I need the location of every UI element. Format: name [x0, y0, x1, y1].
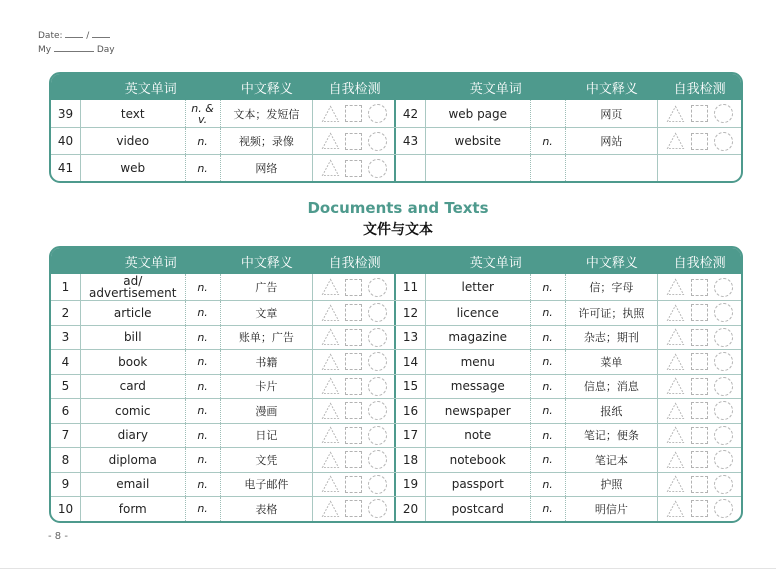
word-number: 43: [396, 128, 426, 154]
english-word: bill: [81, 326, 186, 350]
triangle-checkbox-icon[interactable]: [321, 353, 340, 371]
square-checkbox-icon[interactable]: [691, 378, 708, 395]
square-checkbox-icon[interactable]: [345, 279, 362, 296]
part-of-speech: n.: [186, 326, 221, 350]
header-self-check-right: 自我检测: [673, 255, 726, 271]
self-check-boxes: [313, 350, 396, 374]
date-label: Date:: [38, 31, 63, 41]
table-row: [51, 349, 741, 374]
square-checkbox-icon[interactable]: [691, 329, 708, 346]
header-english-right: 英文单词: [469, 81, 522, 97]
part-of-speech: n.: [531, 399, 566, 423]
circle-checkbox-icon[interactable]: [368, 278, 387, 297]
table-row: [51, 496, 741, 521]
word-number: 14: [396, 350, 426, 374]
self-check-boxes: [313, 375, 396, 399]
word-number: 1: [51, 274, 81, 300]
self-check-boxes: [658, 274, 741, 300]
circle-checkbox-icon[interactable]: [714, 377, 733, 396]
triangle-checkbox-icon[interactable]: [321, 304, 340, 322]
part-of-speech: n.: [186, 155, 221, 181]
header-self-check-right: 自我检测: [673, 81, 726, 97]
word-number: 17: [396, 424, 426, 448]
square-checkbox-icon[interactable]: [691, 500, 708, 517]
section-title-cn: 文件与文本: [363, 222, 433, 238]
square-checkbox-icon[interactable]: [345, 160, 362, 177]
part-of-speech: n.: [531, 350, 566, 374]
triangle-checkbox-icon[interactable]: [666, 304, 685, 322]
chinese-meaning: 文凭: [221, 448, 314, 472]
self-check-boxes: [658, 399, 741, 423]
part-of-speech: n.: [531, 128, 566, 154]
circle-checkbox-icon[interactable]: [714, 104, 733, 123]
triangle-checkbox-icon[interactable]: [321, 278, 340, 296]
word-number: 9: [51, 473, 81, 497]
self-check-boxes: [313, 301, 396, 325]
triangle-checkbox-icon[interactable]: [321, 328, 340, 346]
english-word: newspaper: [426, 399, 531, 423]
triangle-checkbox-icon[interactable]: [321, 132, 340, 150]
chinese-meaning: 电子邮件: [221, 473, 314, 497]
header-number-right: [396, 248, 426, 274]
chinese-meaning: 笔记；便条: [566, 424, 659, 448]
table-row: [51, 154, 741, 181]
word-number: 42: [396, 100, 426, 127]
header-number-left: [51, 248, 81, 274]
chinese-meaning: 杂志；期刊: [566, 326, 659, 350]
table-row: [51, 447, 741, 472]
chinese-meaning: [566, 155, 659, 181]
chinese-meaning: 网络: [221, 155, 314, 181]
english-word: notebook: [426, 448, 531, 472]
table-row: [51, 472, 741, 497]
day-label: Day: [96, 45, 115, 55]
chinese-meaning: 报纸: [566, 399, 659, 423]
square-checkbox-icon[interactable]: [345, 500, 362, 517]
circle-checkbox-icon[interactable]: [368, 328, 387, 347]
chinese-meaning: 信息；消息: [566, 375, 659, 399]
word-number: 6: [51, 399, 81, 423]
english-word: article: [81, 301, 186, 325]
english-word: diary: [81, 424, 186, 448]
english-word: form: [81, 497, 186, 521]
table-row: [51, 100, 741, 127]
vocabulary-table-top: [49, 72, 743, 183]
square-checkbox-icon[interactable]: [345, 105, 362, 122]
circle-checkbox-icon[interactable]: [714, 426, 733, 445]
square-checkbox-icon[interactable]: [691, 353, 708, 370]
part-of-speech: n.: [186, 350, 221, 374]
header-english-right: 英文单词: [469, 255, 522, 271]
chinese-meaning: 明信片: [566, 497, 659, 521]
my-label: My: [38, 45, 52, 55]
self-check-boxes: [313, 399, 396, 423]
square-checkbox-icon[interactable]: [345, 353, 362, 370]
self-check-boxes: [658, 128, 741, 154]
month-blank[interactable]: [65, 29, 83, 38]
header-number-left: [51, 74, 81, 100]
triangle-checkbox-icon[interactable]: [321, 475, 340, 493]
circle-checkbox-icon[interactable]: [368, 352, 387, 371]
date-line: [38, 29, 110, 42]
english-word: book: [81, 350, 186, 374]
triangle-checkbox-icon[interactable]: [666, 105, 685, 123]
chinese-meaning: 文本；发短信: [221, 100, 314, 127]
english-word: message: [426, 375, 531, 399]
part-of-speech: n.: [186, 424, 221, 448]
self-check-boxes: [658, 473, 741, 497]
chinese-meaning: 护照: [566, 473, 659, 497]
square-checkbox-icon[interactable]: [345, 427, 362, 444]
english-word: diploma: [81, 448, 186, 472]
triangle-checkbox-icon[interactable]: [321, 500, 340, 518]
word-number: [396, 155, 426, 181]
self-check-boxes: [313, 128, 396, 154]
word-number: 3: [51, 326, 81, 350]
self-check-boxes: [313, 100, 396, 127]
english-word: note: [426, 424, 531, 448]
circle-checkbox-icon[interactable]: [714, 352, 733, 371]
english-word: letter: [426, 274, 531, 300]
word-number: 19: [396, 473, 426, 497]
chinese-meaning: 卡片: [221, 375, 314, 399]
self-check-boxes: [658, 424, 741, 448]
self-check-boxes: [313, 424, 396, 448]
square-checkbox-icon[interactable]: [691, 133, 708, 150]
triangle-checkbox-icon[interactable]: [666, 353, 685, 371]
chinese-meaning: 书籍: [221, 350, 314, 374]
word-number: 2: [51, 301, 81, 325]
page-bottom-divider: [0, 568, 776, 569]
part-of-speech: [531, 155, 566, 181]
part-of-speech: n.: [186, 274, 221, 300]
part-of-speech: n.: [186, 448, 221, 472]
header-english-left: 英文单词: [124, 255, 177, 271]
header-chinese-left: 中文释义: [240, 81, 293, 97]
circle-checkbox-icon[interactable]: [368, 132, 387, 151]
self-check-boxes: [658, 375, 741, 399]
square-checkbox-icon[interactable]: [345, 476, 362, 493]
triangle-checkbox-icon[interactable]: [666, 500, 685, 518]
self-check-boxes: [658, 448, 741, 472]
circle-checkbox-icon[interactable]: [368, 377, 387, 396]
english-word: card: [81, 375, 186, 399]
part-of-speech: n.: [186, 497, 221, 521]
english-word: menu: [426, 350, 531, 374]
chinese-meaning: 网站: [566, 128, 659, 154]
circle-checkbox-icon[interactable]: [368, 475, 387, 494]
part-of-speech: n. & v.: [186, 100, 221, 127]
word-number: 7: [51, 424, 81, 448]
square-checkbox-icon[interactable]: [691, 427, 708, 444]
date-separator: /: [86, 31, 90, 41]
circle-checkbox-icon[interactable]: [714, 132, 733, 151]
square-checkbox-icon[interactable]: [345, 329, 362, 346]
word-number: 18: [396, 448, 426, 472]
part-of-speech: n.: [531, 473, 566, 497]
header-chinese-left: 中文释义: [240, 255, 293, 271]
word-number: 8: [51, 448, 81, 472]
circle-checkbox-icon[interactable]: [714, 401, 733, 420]
table-row: [51, 398, 741, 423]
chinese-meaning: 笔记本: [566, 448, 659, 472]
header-chinese-right: 中文释义: [585, 255, 638, 271]
word-number: 16: [396, 399, 426, 423]
circle-checkbox-icon[interactable]: [714, 278, 733, 297]
triangle-checkbox-icon[interactable]: [321, 426, 340, 444]
chinese-meaning: 菜单: [566, 350, 659, 374]
self-check-boxes: [313, 497, 396, 521]
word-number: 15: [396, 375, 426, 399]
self-check-boxes: [658, 350, 741, 374]
word-number: 40: [51, 128, 81, 154]
square-checkbox-icon[interactable]: [691, 105, 708, 122]
part-of-speech: n.: [186, 473, 221, 497]
english-word: postcard: [426, 497, 531, 521]
word-number: 41: [51, 155, 81, 181]
chinese-meaning: 文章: [221, 301, 314, 325]
self-check-boxes: [313, 326, 396, 350]
triangle-checkbox-icon[interactable]: [321, 402, 340, 420]
circle-checkbox-icon[interactable]: [714, 475, 733, 494]
circle-checkbox-icon[interactable]: [368, 104, 387, 123]
chinese-meaning: 视频；录像: [221, 128, 314, 154]
english-word: magazine: [426, 326, 531, 350]
circle-checkbox-icon[interactable]: [714, 303, 733, 322]
part-of-speech: n.: [186, 301, 221, 325]
self-check-boxes: [658, 100, 741, 127]
header-self-check-left: 自我检测: [328, 81, 381, 97]
chinese-meaning: 广告: [221, 274, 314, 300]
square-checkbox-icon[interactable]: [691, 451, 708, 468]
table-header: [51, 74, 741, 100]
part-of-speech: n.: [531, 497, 566, 521]
square-checkbox-icon[interactable]: [345, 402, 362, 419]
part-of-speech: [531, 100, 566, 127]
triangle-checkbox-icon[interactable]: [321, 159, 340, 177]
word-number: 39: [51, 100, 81, 127]
square-checkbox-icon[interactable]: [691, 476, 708, 493]
circle-checkbox-icon[interactable]: [714, 328, 733, 347]
part-of-speech: n.: [531, 274, 566, 300]
english-word: text: [81, 100, 186, 127]
word-number: 11: [396, 274, 426, 300]
square-checkbox-icon[interactable]: [345, 451, 362, 468]
english-word: video: [81, 128, 186, 154]
part-of-speech: n.: [186, 399, 221, 423]
part-of-speech: n.: [531, 375, 566, 399]
vocabulary-table-documents: [49, 246, 743, 523]
header-number-right: [396, 74, 426, 100]
section-title-en: Documents and Texts: [307, 199, 489, 217]
english-word: [426, 155, 531, 181]
english-word: web: [81, 155, 186, 181]
circle-checkbox-icon[interactable]: [368, 426, 387, 445]
triangle-checkbox-icon[interactable]: [666, 475, 685, 493]
part-of-speech: n.: [531, 448, 566, 472]
word-number: 5: [51, 375, 81, 399]
square-checkbox-icon[interactable]: [345, 378, 362, 395]
day-count-blank[interactable]: [54, 43, 94, 52]
self-check-boxes: [313, 448, 396, 472]
circle-checkbox-icon[interactable]: [368, 159, 387, 178]
my-day-line: [38, 43, 115, 56]
day-blank[interactable]: [92, 29, 110, 38]
table-header: [51, 248, 741, 274]
triangle-checkbox-icon[interactable]: [666, 377, 685, 395]
triangle-checkbox-icon[interactable]: [666, 426, 685, 444]
english-word: web page: [426, 100, 531, 127]
self-check-boxes: [658, 155, 741, 181]
triangle-checkbox-icon[interactable]: [321, 377, 340, 395]
chinese-meaning: 账单；广告: [221, 326, 314, 350]
square-checkbox-icon[interactable]: [345, 133, 362, 150]
chinese-meaning: 网页: [566, 100, 659, 127]
english-word: ad/ advertisement: [81, 274, 186, 300]
part-of-speech: n.: [531, 301, 566, 325]
chinese-meaning: 许可证；执照: [566, 301, 659, 325]
page-number: - 8 -: [48, 531, 68, 542]
table-row: [51, 274, 741, 300]
english-word: passport: [426, 473, 531, 497]
table-row: [51, 127, 741, 154]
self-check-boxes: [658, 301, 741, 325]
part-of-speech: n.: [531, 326, 566, 350]
table-row: [51, 423, 741, 448]
part-of-speech: n.: [186, 375, 221, 399]
word-number: 13: [396, 326, 426, 350]
circle-checkbox-icon[interactable]: [368, 401, 387, 420]
square-checkbox-icon[interactable]: [691, 279, 708, 296]
chinese-meaning: 漫画: [221, 399, 314, 423]
header-chinese-right: 中文释义: [585, 81, 638, 97]
circle-checkbox-icon[interactable]: [368, 499, 387, 518]
square-checkbox-icon[interactable]: [691, 402, 708, 419]
part-of-speech: n.: [186, 128, 221, 154]
triangle-checkbox-icon[interactable]: [321, 451, 340, 469]
word-number: 20: [396, 497, 426, 521]
english-word: comic: [81, 399, 186, 423]
word-number: 12: [396, 301, 426, 325]
square-checkbox-icon[interactable]: [345, 304, 362, 321]
circle-checkbox-icon[interactable]: [368, 450, 387, 469]
table-row: [51, 374, 741, 399]
part-of-speech: n.: [531, 424, 566, 448]
word-number: 4: [51, 350, 81, 374]
table-row: [51, 300, 741, 325]
circle-checkbox-icon[interactable]: [368, 303, 387, 322]
self-check-boxes: [313, 473, 396, 497]
word-number: 10: [51, 497, 81, 521]
circle-checkbox-icon[interactable]: [714, 499, 733, 518]
self-check-boxes: [313, 274, 396, 300]
triangle-checkbox-icon[interactable]: [321, 105, 340, 123]
header-self-check-left: 自我检测: [328, 255, 381, 271]
header-english-left: 英文单词: [124, 81, 177, 97]
triangle-checkbox-icon[interactable]: [666, 328, 685, 346]
circle-checkbox-icon[interactable]: [714, 450, 733, 469]
english-word: licence: [426, 301, 531, 325]
triangle-checkbox-icon[interactable]: [666, 132, 685, 150]
english-word: email: [81, 473, 186, 497]
chinese-meaning: 表格: [221, 497, 314, 521]
chinese-meaning: 信；字母: [566, 274, 659, 300]
triangle-checkbox-icon[interactable]: [666, 451, 685, 469]
self-check-boxes: [658, 497, 741, 521]
chinese-meaning: 日记: [221, 424, 314, 448]
triangle-checkbox-icon[interactable]: [666, 402, 685, 420]
triangle-checkbox-icon[interactable]: [666, 278, 685, 296]
self-check-boxes: [313, 155, 396, 181]
english-word: website: [426, 128, 531, 154]
square-checkbox-icon[interactable]: [691, 304, 708, 321]
self-check-boxes: [658, 326, 741, 350]
table-row: [51, 325, 741, 350]
